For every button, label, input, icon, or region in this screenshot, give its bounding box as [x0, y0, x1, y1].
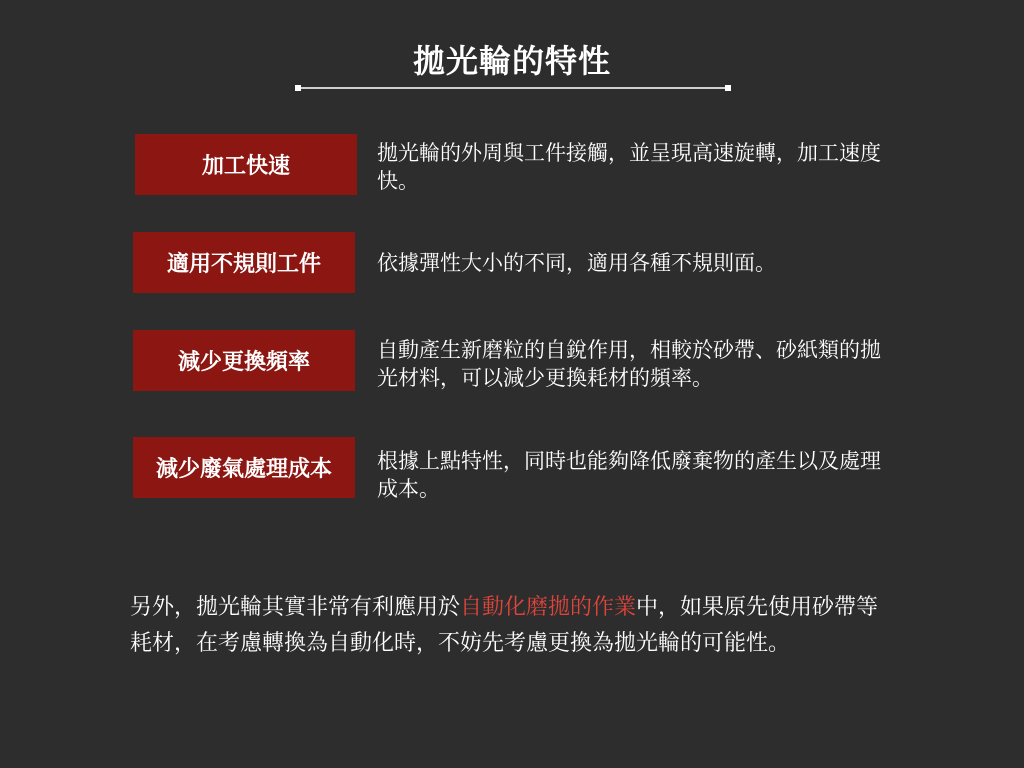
footer-text-before: 另外，拋光輪其實非常有利應用於	[130, 595, 461, 620]
footer-highlight: 自動化磨拋的作業	[460, 595, 637, 620]
feature-badge-fast-processing: 加工快速	[135, 134, 357, 195]
feature-badge-irregular-workpiece: 適用不規則工件	[133, 232, 355, 293]
feature-desc-reduce-waste-cost: 根據上點特性，同時也能夠降低廢棄物的產生以及處理成本。	[377, 449, 881, 501]
title-underline	[298, 87, 728, 89]
footer-paragraph	[130, 590, 900, 662]
feature-desc-reduce-replacement: 自動產生新磨粒的自銳作用，相較於砂帶、砂紙類的拋光材料，可以減少更換耗材的頻率。	[377, 338, 881, 390]
feature-desc-irregular-workpiece: 依據彈性大小的不同，適用各種不規則面。	[377, 251, 776, 275]
underline-left-dot	[295, 85, 301, 91]
feature-badge-reduce-replacement: 減少更換頻率	[133, 330, 355, 391]
feature-desc-fast-processing: 拋光輪的外周與工件接觸，並呈現高速旋轉，加工速度快。	[377, 141, 881, 193]
page-title: 拋光輪的特性	[412, 42, 611, 80]
feature-badge-reduce-waste-cost: 減少廢氣處理成本	[133, 437, 355, 498]
footer-text-after: 中，如果原先使用砂帶等耗材，在考慮轉換為自動化時，不妨先考慮更換為拋光輪的可能性。	[130, 595, 879, 656]
underline-right-dot	[725, 85, 731, 91]
